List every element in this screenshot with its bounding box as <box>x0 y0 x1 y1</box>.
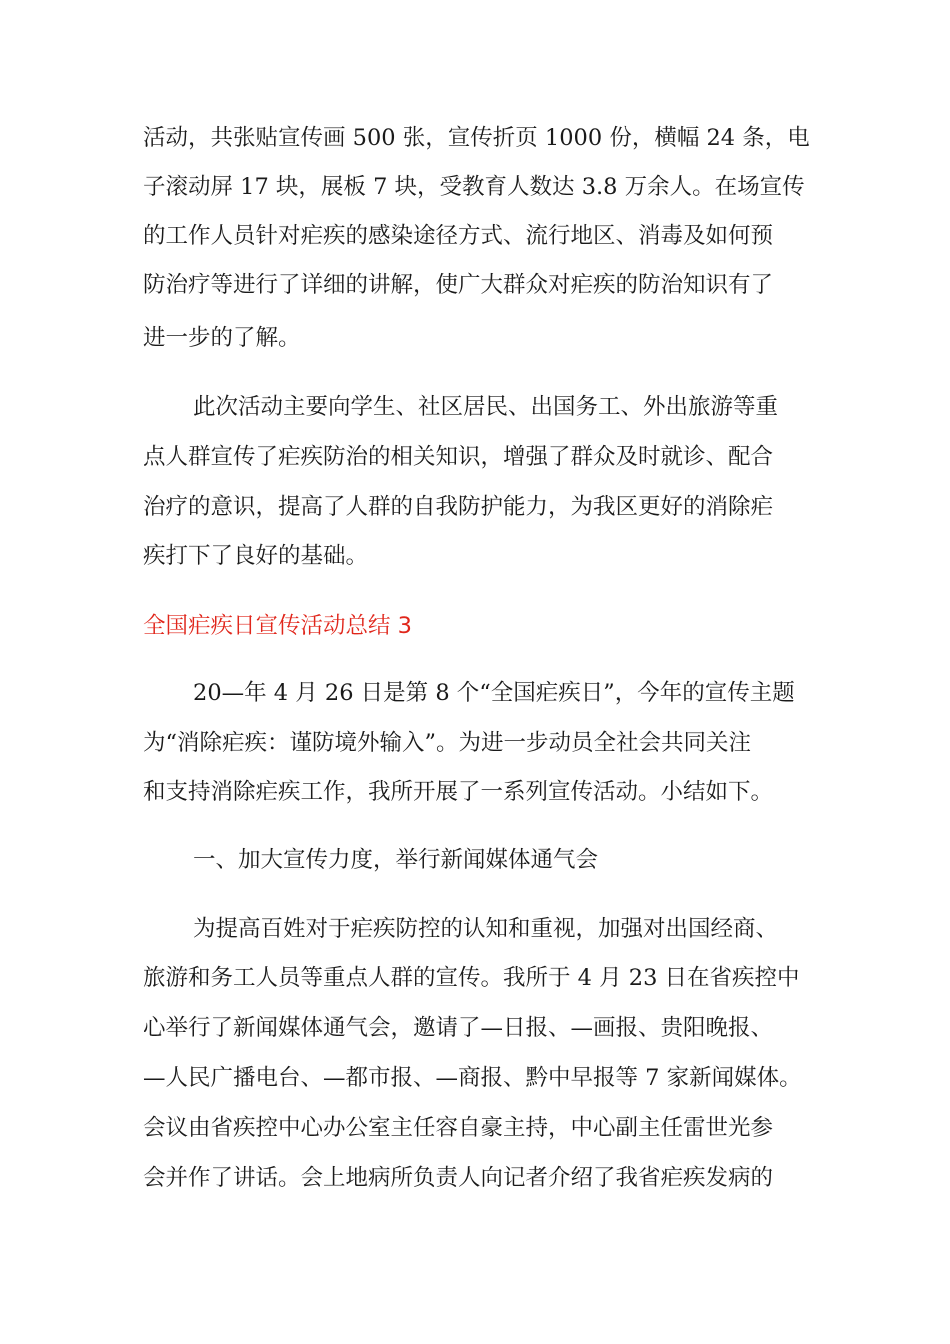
paragraph-line: 旅游和务工人员等重点人群的宣传。我所于 4 月 23 日在省疾控中 <box>143 965 800 991</box>
paragraph-line: 点人群宣传了疟疾防治的相关知识，增强了群众及时就诊、配合 <box>143 444 774 470</box>
paragraph-line: 会并作了讲话。会上地病所负责人向记者介绍了我省疟疾发病的 <box>143 1165 774 1191</box>
paragraph-line: 20—年 4 月 26 日是第 8 个“全国疟疾日”，今年的宣传主题 <box>193 680 795 706</box>
paragraph-line: 活动，共张贴宣传画 500 张，宣传折页 1000 份，横幅 24 条，电 <box>143 125 810 151</box>
subsection-heading: 一、加大宣传力度，举行新闻媒体通气会 <box>193 847 599 873</box>
paragraph-line: 治疗的意识，提高了人群的自我防护能力，为我区更好的消除疟 <box>143 494 774 520</box>
paragraph-line: 疾打下了良好的基础。 <box>143 543 369 569</box>
paragraph-line: 会议由省疾控中心办公室主任容自豪主持，中心副主任雷世光参 <box>143 1115 774 1141</box>
paragraph-line: 此次活动主要向学生、社区居民、出国务工、外出旅游等重 <box>193 394 779 420</box>
paragraph-line: 为“消除疟疾：谨防境外输入”。为进一步动员全社会共同关注 <box>143 730 752 756</box>
paragraph-line: 和支持消除疟疾工作，我所开展了一系列宣传活动。小结如下。 <box>143 779 774 805</box>
paragraph-line: 为提高百姓对于疟疾防控的认知和重视，加强对出国经商、 <box>193 916 779 942</box>
paragraph-line: 子滚动屏 17 块，展板 7 块，受教育人数达 3.8 万余人。在场宣传 <box>143 174 805 200</box>
paragraph-line: 进一步的了解。 <box>143 325 301 351</box>
section-heading: 全国疟疾日宣传活动总结 3 <box>143 613 412 639</box>
paragraph-line: 防治疗等进行了详细的讲解，使广大群众对疟疾的防治知识有了 <box>143 272 774 298</box>
paragraph-line: —人民广播电台、—都市报、—商报、黔中早报等 7 家新闻媒体。 <box>143 1065 802 1091</box>
paragraph-line: 的工作人员针对疟疾的感染途径方式、流行地区、消毒及如何预 <box>143 223 774 249</box>
paragraph-line: 心举行了新闻媒体通气会，邀请了—日报、—画报、贵阳晚报、 <box>143 1015 774 1041</box>
